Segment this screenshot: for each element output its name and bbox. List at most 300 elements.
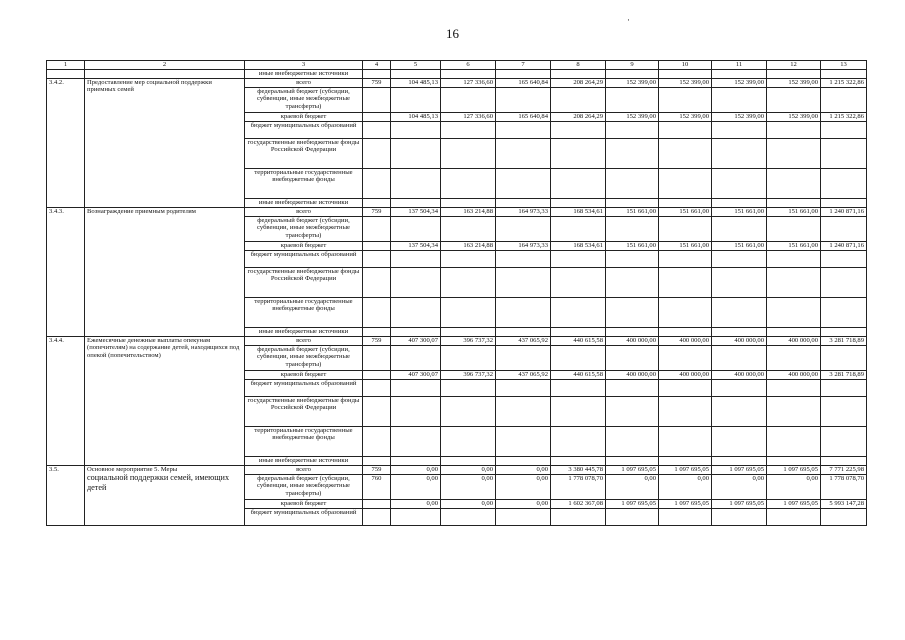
value-cell: 152 399,00 — [767, 113, 821, 122]
code-cell: 759 — [363, 466, 391, 475]
code-cell — [363, 380, 391, 397]
code-cell — [363, 169, 391, 199]
value-cell — [821, 328, 867, 337]
value-cell — [551, 217, 606, 242]
code-cell — [363, 457, 391, 466]
source-cell: федеральный бюджет (субсидии, субвенции, иные межбюджетные трансферты) — [245, 475, 363, 500]
header-cell: 10 — [659, 61, 712, 70]
table-body — [47, 61, 867, 526]
table-row — [47, 466, 867, 475]
code-cell — [363, 139, 391, 169]
value-cell — [659, 509, 712, 526]
value-cell — [391, 298, 441, 328]
code-cell — [363, 88, 391, 113]
value-cell — [606, 139, 659, 169]
value-cell: 0,00 — [391, 466, 441, 475]
source-cell: федеральный бюджет (субсидии, субвенции, иные межбюджетные трансферты) — [245, 217, 363, 242]
value-cell — [712, 298, 767, 328]
code-cell — [363, 242, 391, 251]
budget-table — [46, 60, 867, 526]
header-cell: 3 — [245, 61, 363, 70]
code-cell — [363, 346, 391, 371]
item-name: Вознаграждение приемным родителям — [85, 208, 245, 337]
code-cell — [363, 509, 391, 526]
value-cell — [441, 88, 496, 113]
value-cell — [551, 139, 606, 169]
source-cell: краевой бюджет — [245, 113, 363, 122]
code-cell — [363, 371, 391, 380]
value-cell: 1 097 695,05 — [712, 500, 767, 509]
value-cell: 3 281 718,89 — [821, 337, 867, 346]
source-cell: бюджет муниципальных образований — [245, 509, 363, 526]
header-cell: 9 — [606, 61, 659, 70]
value-cell — [496, 457, 551, 466]
item-code: 3.4.4. — [47, 337, 85, 466]
value-cell — [496, 397, 551, 427]
source-cell: иные внебюджетные источники — [245, 70, 363, 79]
value-cell — [767, 169, 821, 199]
item-name: Предоставление мер социальной поддержки приемных семей — [85, 79, 245, 208]
source-cell: краевой бюджет — [245, 371, 363, 380]
value-cell — [441, 509, 496, 526]
code-cell: 759 — [363, 79, 391, 88]
value-cell — [712, 199, 767, 208]
value-cell: 400 000,00 — [659, 337, 712, 346]
value-cell: 1 097 695,05 — [767, 500, 821, 509]
code-cell — [363, 328, 391, 337]
header-cell: 6 — [441, 61, 496, 70]
value-cell — [496, 427, 551, 457]
value-cell: 163 214,88 — [441, 208, 496, 217]
value-cell: 1 097 695,05 — [659, 500, 712, 509]
value-cell — [551, 88, 606, 113]
value-cell — [441, 169, 496, 199]
table-row — [47, 70, 867, 79]
code-cell — [363, 268, 391, 298]
value-cell — [767, 509, 821, 526]
value-cell: 1 097 695,05 — [767, 466, 821, 475]
value-cell: 208 264,29 — [551, 79, 606, 88]
value-cell — [551, 457, 606, 466]
code-cell — [363, 217, 391, 242]
value-cell — [659, 199, 712, 208]
value-cell — [391, 427, 441, 457]
source-cell: иные внебюджетные источники — [245, 328, 363, 337]
value-cell — [496, 199, 551, 208]
value-cell — [821, 217, 867, 242]
value-cell — [767, 457, 821, 466]
value-cell — [391, 199, 441, 208]
value-cell: 165 640,84 — [496, 113, 551, 122]
value-cell — [821, 346, 867, 371]
value-cell: 1 602 367,08 — [551, 500, 606, 509]
column-number-row — [47, 61, 867, 70]
value-cell — [767, 88, 821, 113]
value-cell — [606, 298, 659, 328]
value-cell: 0,00 — [767, 475, 821, 500]
value-cell — [391, 457, 441, 466]
value-cell — [391, 268, 441, 298]
value-cell: 0,00 — [712, 475, 767, 500]
value-cell — [496, 251, 551, 268]
source-cell: бюджет муниципальных образований — [245, 251, 363, 268]
code-cell — [363, 500, 391, 509]
value-cell — [496, 169, 551, 199]
value-cell — [496, 509, 551, 526]
value-cell: 1 215 322,86 — [821, 79, 867, 88]
value-cell: 151 661,00 — [712, 208, 767, 217]
value-cell — [821, 169, 867, 199]
value-cell — [391, 217, 441, 242]
value-cell — [659, 380, 712, 397]
value-cell — [712, 509, 767, 526]
value-cell — [659, 251, 712, 268]
value-cell — [712, 169, 767, 199]
value-cell — [659, 268, 712, 298]
source-cell: территориальные государственные внебюджетные фонды — [245, 298, 363, 328]
value-cell: 1 240 871,16 — [821, 208, 867, 217]
value-cell: 0,00 — [496, 500, 551, 509]
value-cell: 165 640,84 — [496, 79, 551, 88]
value-cell: 396 737,32 — [441, 337, 496, 346]
value-cell — [551, 328, 606, 337]
value-cell — [441, 122, 496, 139]
value-cell — [712, 397, 767, 427]
item-name — [85, 466, 245, 526]
value-cell: 104 485,13 — [391, 113, 441, 122]
value-cell: 7 771 225,98 — [821, 466, 867, 475]
value-cell — [391, 139, 441, 169]
value-cell — [606, 122, 659, 139]
header-cell: 13 — [821, 61, 867, 70]
value-cell — [391, 397, 441, 427]
value-cell — [551, 427, 606, 457]
value-cell: 1 778 078,70 — [551, 475, 606, 500]
value-cell — [821, 139, 867, 169]
value-cell — [496, 268, 551, 298]
item-code: 3.4.2. — [47, 79, 85, 208]
value-cell: 0,00 — [391, 475, 441, 500]
header-cell: 2 — [85, 61, 245, 70]
value-cell — [659, 298, 712, 328]
value-cell: 0,00 — [441, 475, 496, 500]
value-cell — [551, 122, 606, 139]
value-cell — [767, 199, 821, 208]
source-cell: всего — [245, 79, 363, 88]
table-row — [47, 208, 867, 217]
value-cell — [551, 346, 606, 371]
value-cell: 407 300,07 — [391, 371, 441, 380]
value-cell — [712, 217, 767, 242]
value-cell: 437 065,92 — [496, 337, 551, 346]
value-cell: 400 000,00 — [712, 371, 767, 380]
value-cell — [767, 346, 821, 371]
value-cell: 208 264,29 — [551, 113, 606, 122]
value-cell — [712, 457, 767, 466]
source-cell: всего — [245, 337, 363, 346]
source-cell: всего — [245, 208, 363, 217]
value-cell — [391, 380, 441, 397]
header-cell: 8 — [551, 61, 606, 70]
value-cell — [606, 380, 659, 397]
value-cell — [821, 298, 867, 328]
value-cell: 164 973,33 — [496, 208, 551, 217]
source-cell: бюджет муниципальных образований — [245, 122, 363, 139]
value-cell: 396 737,32 — [441, 371, 496, 380]
value-cell — [496, 122, 551, 139]
value-cell — [712, 380, 767, 397]
value-cell — [821, 251, 867, 268]
value-cell: 163 214,88 — [441, 242, 496, 251]
value-cell: 0,00 — [496, 466, 551, 475]
value-cell — [821, 397, 867, 427]
value-cell — [496, 380, 551, 397]
value-cell: 1 778 078,70 — [821, 475, 867, 500]
value-cell — [391, 169, 441, 199]
value-cell — [441, 268, 496, 298]
code-cell — [363, 122, 391, 139]
header-cell: 7 — [496, 61, 551, 70]
value-cell: 137 504,34 — [391, 208, 441, 217]
value-cell — [659, 169, 712, 199]
value-cell — [606, 268, 659, 298]
value-cell: 152 399,00 — [606, 113, 659, 122]
value-cell: 407 300,07 — [391, 337, 441, 346]
value-cell — [551, 251, 606, 268]
value-cell — [391, 251, 441, 268]
source-cell: краевой бюджет — [245, 242, 363, 251]
code-cell — [363, 298, 391, 328]
value-cell: 0,00 — [441, 466, 496, 475]
value-cell — [606, 509, 659, 526]
source-cell: иные внебюджетные источники — [245, 199, 363, 208]
value-cell — [712, 427, 767, 457]
value-cell: 400 000,00 — [712, 337, 767, 346]
value-cell — [551, 298, 606, 328]
value-cell — [496, 346, 551, 371]
value-cell — [441, 380, 496, 397]
value-cell: 400 000,00 — [606, 337, 659, 346]
value-cell — [496, 298, 551, 328]
value-cell — [441, 251, 496, 268]
stray-mark: · — [627, 15, 630, 25]
value-cell — [712, 139, 767, 169]
table-row — [47, 337, 867, 346]
value-cell — [606, 88, 659, 113]
value-cell: 0,00 — [606, 475, 659, 500]
value-cell — [441, 298, 496, 328]
value-cell — [659, 397, 712, 427]
value-cell: 400 000,00 — [767, 371, 821, 380]
value-cell: 1 097 695,05 — [712, 466, 767, 475]
item-code: 3.5. — [47, 466, 85, 526]
source-cell: территориальные государственные внебюджетные фонды — [245, 169, 363, 199]
value-cell — [767, 328, 821, 337]
value-cell — [441, 346, 496, 371]
source-cell: государственные внебюджетные фонды Российской Федерации — [245, 139, 363, 169]
code-cell — [363, 199, 391, 208]
value-cell — [767, 217, 821, 242]
item-name-line: социальной поддержки семей, имеющих детей — [87, 473, 230, 492]
value-cell — [606, 397, 659, 427]
value-cell: 1 097 695,05 — [659, 466, 712, 475]
item-code: 3.4.3. — [47, 208, 85, 337]
value-cell — [767, 122, 821, 139]
value-cell — [606, 217, 659, 242]
value-cell: 0,00 — [659, 475, 712, 500]
value-cell: 151 661,00 — [712, 242, 767, 251]
value-cell — [606, 328, 659, 337]
header-cell: 5 — [391, 61, 441, 70]
value-cell: 437 065,92 — [496, 371, 551, 380]
value-cell — [391, 509, 441, 526]
value-cell — [821, 199, 867, 208]
value-cell: 151 661,00 — [767, 242, 821, 251]
source-cell: территориальные государственные внебюджетные фонды — [245, 427, 363, 457]
value-cell — [767, 251, 821, 268]
value-cell — [659, 217, 712, 242]
code-cell — [363, 251, 391, 268]
value-cell: 440 615,58 — [551, 371, 606, 380]
value-cell: 152 399,00 — [712, 113, 767, 122]
header-cell: 4 — [363, 61, 391, 70]
value-cell — [606, 457, 659, 466]
value-cell — [659, 457, 712, 466]
value-cell — [551, 169, 606, 199]
value-cell — [659, 427, 712, 457]
page-number: 16 — [446, 26, 459, 41]
code-cell — [363, 113, 391, 122]
source-cell: бюджет муниципальных образований — [245, 380, 363, 397]
value-cell — [551, 380, 606, 397]
value-cell — [767, 397, 821, 427]
value-cell — [821, 380, 867, 397]
value-cell — [496, 139, 551, 169]
value-cell — [606, 169, 659, 199]
value-cell: 168 534,61 — [551, 208, 606, 217]
item-name: Ежемесячные денежные выплаты опекунам (попечителям) на содержание детей, находящихся под опекой (попечительством) — [85, 337, 245, 466]
value-cell — [441, 199, 496, 208]
value-cell — [821, 268, 867, 298]
value-cell: 400 000,00 — [606, 371, 659, 380]
value-cell — [712, 88, 767, 113]
value-cell: 440 615,58 — [551, 337, 606, 346]
value-cell: 151 661,00 — [767, 208, 821, 217]
value-cell — [712, 328, 767, 337]
value-cell — [551, 268, 606, 298]
value-cell — [821, 509, 867, 526]
code-cell: 760 — [363, 475, 391, 500]
source-cell: государственные внебюджетные фонды Российской Федерации — [245, 268, 363, 298]
value-cell: 151 661,00 — [659, 242, 712, 251]
value-cell — [659, 122, 712, 139]
value-cell — [391, 346, 441, 371]
value-cell — [391, 122, 441, 139]
value-cell — [391, 328, 441, 337]
value-cell: 151 661,00 — [606, 208, 659, 217]
source-cell: федеральный бюджет (субсидии, субвенции, иные межбюджетные трансферты) — [245, 346, 363, 371]
value-cell — [712, 268, 767, 298]
value-cell: 164 973,33 — [496, 242, 551, 251]
value-cell: 3 281 718,89 — [821, 371, 867, 380]
source-cell: федеральный бюджет (субсидии, субвенции, иные межбюджетные трансферты) — [245, 88, 363, 113]
value-cell — [551, 397, 606, 427]
value-cell: 3 380 445,78 — [551, 466, 606, 475]
value-cell — [606, 427, 659, 457]
header-cell: 1 — [47, 61, 85, 70]
source-cell: иные внебюджетные источники — [245, 457, 363, 466]
value-cell — [767, 268, 821, 298]
value-cell: 1 097 695,05 — [606, 466, 659, 475]
code-cell — [363, 427, 391, 457]
value-cell — [821, 427, 867, 457]
value-cell: 0,00 — [496, 475, 551, 500]
value-cell: 152 399,00 — [606, 79, 659, 88]
code-cell — [363, 397, 391, 427]
value-cell: 152 399,00 — [712, 79, 767, 88]
value-cell — [496, 328, 551, 337]
value-cell — [441, 397, 496, 427]
value-cell: 152 399,00 — [659, 79, 712, 88]
value-cell — [712, 122, 767, 139]
code-cell: 759 — [363, 208, 391, 217]
value-cell: 1 215 322,86 — [821, 113, 867, 122]
value-cell — [767, 380, 821, 397]
value-cell — [391, 88, 441, 113]
header-cell: 11 — [712, 61, 767, 70]
value-cell: 0,00 — [441, 500, 496, 509]
header-cell: 12 — [767, 61, 821, 70]
value-cell — [659, 328, 712, 337]
value-cell: 151 661,00 — [659, 208, 712, 217]
value-cell — [441, 139, 496, 169]
value-cell: 137 504,34 — [391, 242, 441, 251]
value-cell: 168 534,61 — [551, 242, 606, 251]
value-cell — [659, 139, 712, 169]
item-name-line: Основное мероприятие 5. Меры — [87, 466, 178, 473]
table-row — [47, 79, 867, 88]
value-cell: 1 097 695,05 — [606, 500, 659, 509]
value-cell — [441, 328, 496, 337]
value-cell: 104 485,13 — [391, 79, 441, 88]
value-cell: 400 000,00 — [767, 337, 821, 346]
value-cell — [496, 88, 551, 113]
value-cell — [496, 217, 551, 242]
value-cell — [659, 346, 712, 371]
value-cell: 0,00 — [391, 500, 441, 509]
value-cell: 127 336,60 — [441, 113, 496, 122]
value-cell — [767, 139, 821, 169]
value-cell — [551, 509, 606, 526]
value-cell — [606, 346, 659, 371]
value-cell — [551, 199, 606, 208]
value-cell — [821, 88, 867, 113]
value-cell — [441, 457, 496, 466]
value-cell: 400 000,00 — [659, 371, 712, 380]
value-cell: 151 661,00 — [606, 242, 659, 251]
source-cell: государственные внебюджетные фонды Российской Федерации — [245, 397, 363, 427]
source-cell: краевой бюджет — [245, 500, 363, 509]
code-cell: 759 — [363, 337, 391, 346]
source-cell: всего — [245, 466, 363, 475]
value-cell — [606, 251, 659, 268]
value-cell: 152 399,00 — [767, 79, 821, 88]
value-cell — [441, 217, 496, 242]
value-cell — [441, 427, 496, 457]
value-cell — [606, 199, 659, 208]
value-cell — [659, 88, 712, 113]
value-cell: 127 336,60 — [441, 79, 496, 88]
